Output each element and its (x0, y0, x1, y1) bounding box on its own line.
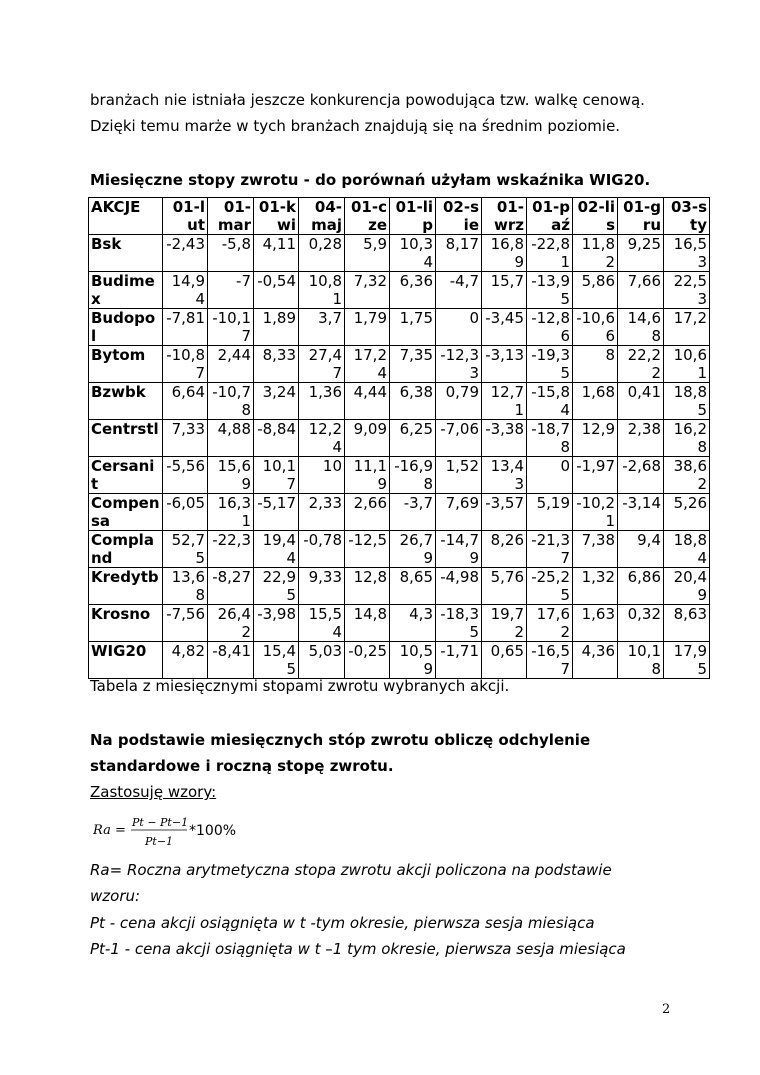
return-value-cell: 5,76 (482, 568, 527, 605)
table-header-row (89, 198, 710, 235)
return-value-cell: 11,19 (345, 457, 390, 494)
return-value-cell: 1,68 (573, 383, 618, 420)
return-value-cell: 2,33 (299, 494, 345, 531)
return-value-cell: 9,33 (299, 568, 345, 605)
return-value-cell: -7,06 (436, 420, 482, 457)
table-row (89, 457, 710, 494)
return-value-cell: -0,25 (345, 642, 390, 679)
return-value-cell: -8,84 (254, 420, 299, 457)
return-value-cell: -3,38 (482, 420, 527, 457)
table-row (89, 531, 710, 568)
column-header-date: 01-cze (345, 198, 390, 235)
column-header-date: 01-mar (208, 198, 254, 235)
return-value-cell: 6,64 (163, 383, 208, 420)
return-value-cell: 12,24 (299, 420, 345, 457)
page-number: 2 (662, 1002, 671, 1017)
stock-name-cell: Bytom (89, 346, 163, 383)
return-value-cell: 8,63 (664, 605, 710, 642)
stock-name-cell: Bsk (89, 235, 163, 272)
column-header-date: 01-lut (163, 198, 208, 235)
table-row (89, 346, 710, 383)
return-value-cell: 15,7 (482, 272, 527, 309)
stock-name-cell: Bzwbk (89, 383, 163, 420)
return-value-cell: 5,86 (573, 272, 618, 309)
return-value-cell: 17,24 (345, 346, 390, 383)
return-value-cell: 15,69 (208, 457, 254, 494)
return-value-cell: 4,11 (254, 235, 299, 272)
return-value-cell: 12,9 (573, 420, 618, 457)
table-caption: Tabela z miesięcznymi stopami zwrotu wybranych akcji. (90, 677, 510, 695)
return-value-cell: 22,22 (618, 346, 664, 383)
return-value-cell: 27,47 (299, 346, 345, 383)
return-value-cell: 6,38 (390, 383, 436, 420)
column-header-date: 01-paź (527, 198, 573, 235)
returns-table (88, 197, 710, 679)
return-value-cell: -3,14 (618, 494, 664, 531)
return-value-cell: 20,49 (664, 568, 710, 605)
table-row (89, 605, 710, 642)
return-value-cell: 17,62 (527, 605, 573, 642)
return-value-cell: -10,66 (573, 309, 618, 346)
column-header-date: 01-gru (618, 198, 664, 235)
table-row (89, 420, 710, 457)
return-value-cell: 17,2 (664, 309, 710, 346)
return-value-cell: -22,81 (527, 235, 573, 272)
return-value-cell: 0,65 (482, 642, 527, 679)
formulas-label: Zastosuję wzory: (90, 783, 217, 801)
return-value-cell: 7,33 (163, 420, 208, 457)
return-value-cell: -14,79 (436, 531, 482, 568)
intro-line-2: Dzięki temu marże w tych branżach znajdują się na średnim poziomie. (90, 117, 621, 135)
return-value-cell: -13,95 (527, 272, 573, 309)
return-value-cell: -3,7 (390, 494, 436, 531)
formula-suffix: *100% (189, 823, 237, 839)
return-value-cell: 10,61 (664, 346, 710, 383)
return-value-cell: 16,28 (664, 420, 710, 457)
return-value-cell: -3,45 (482, 309, 527, 346)
return-value-cell: -3,13 (482, 346, 527, 383)
stock-name-cell: Krosno (89, 605, 163, 642)
return-value-cell: 4,3 (390, 605, 436, 642)
return-value-cell: -10,17 (208, 309, 254, 346)
column-header-date: 02-lis (573, 198, 618, 235)
return-value-cell: 10,81 (299, 272, 345, 309)
stock-name-cell: Cersanit (89, 457, 163, 494)
return-value-cell: 22,95 (254, 568, 299, 605)
stock-name-cell: WIG20 (89, 642, 163, 679)
return-value-cell: 15,54 (299, 605, 345, 642)
return-value-cell: -4,7 (436, 272, 482, 309)
column-header-date: 02-sie (436, 198, 482, 235)
return-value-cell: -12,5 (345, 531, 390, 568)
return-value-cell: 52,75 (163, 531, 208, 568)
return-value-cell: 8,65 (390, 568, 436, 605)
column-header-akcje: AKCJE (89, 198, 163, 235)
formula-lhs: Ra = (93, 823, 126, 838)
return-value-cell: 5,9 (345, 235, 390, 272)
table-row (89, 568, 710, 605)
return-value-cell: 9,09 (345, 420, 390, 457)
return-value-cell: 9,25 (618, 235, 664, 272)
return-value-cell: 1,63 (573, 605, 618, 642)
return-value-cell: 7,32 (345, 272, 390, 309)
return-value-cell: -8,41 (208, 642, 254, 679)
stock-name-cell: Budopol (89, 309, 163, 346)
return-value-cell: 3,7 (299, 309, 345, 346)
return-value-cell: 10,17 (254, 457, 299, 494)
return-value-cell: 19,44 (254, 531, 299, 568)
return-value-cell: -7 (208, 272, 254, 309)
stock-name-cell: Budimex (89, 272, 163, 309)
return-value-cell: 1,36 (299, 383, 345, 420)
return-value-cell: 38,62 (664, 457, 710, 494)
column-header-date: 01-wrz (482, 198, 527, 235)
return-value-cell: -22,3 (208, 531, 254, 568)
table-title: Miesięczne stopy zwrotu - do porównań użyłam wskaźnika WIG20. (90, 171, 651, 189)
return-value-cell: 1,52 (436, 457, 482, 494)
intro-line-1: branżach nie istniała jeszcze konkurencja powodująca tzw. walkę cenową. (90, 91, 645, 109)
return-value-cell: -3,98 (254, 605, 299, 642)
return-value-cell: 6,86 (618, 568, 664, 605)
return-value-cell: -2,43 (163, 235, 208, 272)
table-row (89, 494, 710, 531)
definition-ra-line-2: wzoru: (90, 887, 141, 905)
return-value-cell: 26,79 (390, 531, 436, 568)
return-value-cell: 10,34 (390, 235, 436, 272)
return-value-cell: 5,19 (527, 494, 573, 531)
return-value-cell: 4,44 (345, 383, 390, 420)
return-value-cell: 9,4 (618, 531, 664, 568)
return-value-cell: 1,79 (345, 309, 390, 346)
return-value-cell: 18,85 (664, 383, 710, 420)
section-heading-line-2: standardowe i roczną stopę zwrotu. (90, 757, 394, 775)
return-value-cell: 7,69 (436, 494, 482, 531)
return-value-cell: -16,57 (527, 642, 573, 679)
return-value-cell: 8 (573, 346, 618, 383)
return-value-cell: 13,68 (163, 568, 208, 605)
return-value-cell: 2,44 (208, 346, 254, 383)
return-value-cell: 1,89 (254, 309, 299, 346)
return-value-cell: -10,78 (208, 383, 254, 420)
return-value-cell: 22,53 (664, 272, 710, 309)
return-value-cell: 8,17 (436, 235, 482, 272)
return-value-cell: 19,72 (482, 605, 527, 642)
return-value-cell: 1,32 (573, 568, 618, 605)
column-header-date: 03-sty (664, 198, 710, 235)
return-value-cell: -5,8 (208, 235, 254, 272)
return-value-cell: 5,26 (664, 494, 710, 531)
return-value-cell: 4,88 (208, 420, 254, 457)
return-value-cell: -19,35 (527, 346, 573, 383)
return-value-cell: -5,56 (163, 457, 208, 494)
formula-denominator: Pt−1 (145, 835, 174, 848)
section-heading-line-1: Na podstawie miesięcznych stóp zwrotu obliczę odchylenie (90, 731, 591, 749)
definition-pt: Pt - cena akcji osiągnięta w t -tym okresie, pierwsza sesja miesiąca (90, 914, 595, 932)
return-value-cell: 14,8 (345, 605, 390, 642)
return-value-cell: 18,84 (664, 531, 710, 568)
return-value-cell: -7,81 (163, 309, 208, 346)
table-row (89, 309, 710, 346)
return-value-cell: -15,84 (527, 383, 573, 420)
column-header-date: 01-lip (390, 198, 436, 235)
return-formula (93, 812, 253, 854)
return-value-cell: 8,33 (254, 346, 299, 383)
return-value-cell: 2,38 (618, 420, 664, 457)
return-value-cell: -10,21 (573, 494, 618, 531)
return-value-cell: -2,68 (618, 457, 664, 494)
stock-name-cell: Centrstl (89, 420, 163, 457)
return-value-cell: 16,31 (208, 494, 254, 531)
return-value-cell: 10 (299, 457, 345, 494)
stock-name-cell: Kredytb (89, 568, 163, 605)
return-value-cell: -21,37 (527, 531, 573, 568)
return-value-cell: 0,32 (618, 605, 664, 642)
return-value-cell: 26,42 (208, 605, 254, 642)
return-value-cell: 4,36 (573, 642, 618, 679)
return-value-cell: 7,38 (573, 531, 618, 568)
return-value-cell: 16,89 (482, 235, 527, 272)
return-value-cell: 10,59 (390, 642, 436, 679)
table-row (89, 642, 710, 679)
return-value-cell: 13,43 (482, 457, 527, 494)
table-row (89, 383, 710, 420)
return-value-cell: 0,79 (436, 383, 482, 420)
return-value-cell: -1,97 (573, 457, 618, 494)
return-value-cell: 11,82 (573, 235, 618, 272)
return-value-cell: 4,82 (163, 642, 208, 679)
return-value-cell: 0,28 (299, 235, 345, 272)
return-value-cell: 8,26 (482, 531, 527, 568)
return-value-cell: -18,78 (527, 420, 573, 457)
return-value-cell: -6,05 (163, 494, 208, 531)
return-value-cell: -4,98 (436, 568, 482, 605)
return-value-cell: 7,66 (618, 272, 664, 309)
definition-pt-1: Pt-1 - cena akcji osiągnięta w t –1 tym okresie, pierwsza sesja miesiąca (90, 940, 626, 958)
return-value-cell: -25,25 (527, 568, 573, 605)
return-value-cell: 12,71 (482, 383, 527, 420)
table-row (89, 272, 710, 309)
return-value-cell: 17,95 (664, 642, 710, 679)
return-value-cell: 3,24 (254, 383, 299, 420)
return-value-cell: -3,57 (482, 494, 527, 531)
return-value-cell: 2,66 (345, 494, 390, 531)
return-value-cell: -16,98 (390, 457, 436, 494)
return-value-cell: -0,78 (299, 531, 345, 568)
formula-numerator: Pt − Pt−1 (132, 816, 189, 829)
return-value-cell: -8,27 (208, 568, 254, 605)
return-value-cell: 0 (527, 457, 573, 494)
return-value-cell: -12,33 (436, 346, 482, 383)
return-value-cell: -10,87 (163, 346, 208, 383)
return-value-cell: -18,35 (436, 605, 482, 642)
return-value-cell: 12,8 (345, 568, 390, 605)
return-value-cell: -7,56 (163, 605, 208, 642)
return-value-cell: 14,68 (618, 309, 664, 346)
return-value-cell: 6,25 (390, 420, 436, 457)
return-value-cell: 1,75 (390, 309, 436, 346)
stock-name-cell: Compland (89, 531, 163, 568)
stock-name-cell: Compensa (89, 494, 163, 531)
return-value-cell: 0 (436, 309, 482, 346)
definition-ra-line-1: Ra= Roczna arytmetyczna stopa zwrotu akcji policzona na podstawie (90, 861, 612, 879)
return-value-cell: 6,36 (390, 272, 436, 309)
return-value-cell: 5,03 (299, 642, 345, 679)
return-value-cell: 15,45 (254, 642, 299, 679)
return-value-cell: 0,41 (618, 383, 664, 420)
return-value-cell: 10,18 (618, 642, 664, 679)
return-value-cell: 14,94 (163, 272, 208, 309)
return-value-cell: 16,53 (664, 235, 710, 272)
return-value-cell: -5,17 (254, 494, 299, 531)
return-value-cell: 7,35 (390, 346, 436, 383)
column-header-date: 04-maj (299, 198, 345, 235)
return-value-cell: -0,54 (254, 272, 299, 309)
column-header-date: 01-kwi (254, 198, 299, 235)
table-row (89, 235, 710, 272)
return-value-cell: -1,71 (436, 642, 482, 679)
return-value-cell: -12,86 (527, 309, 573, 346)
